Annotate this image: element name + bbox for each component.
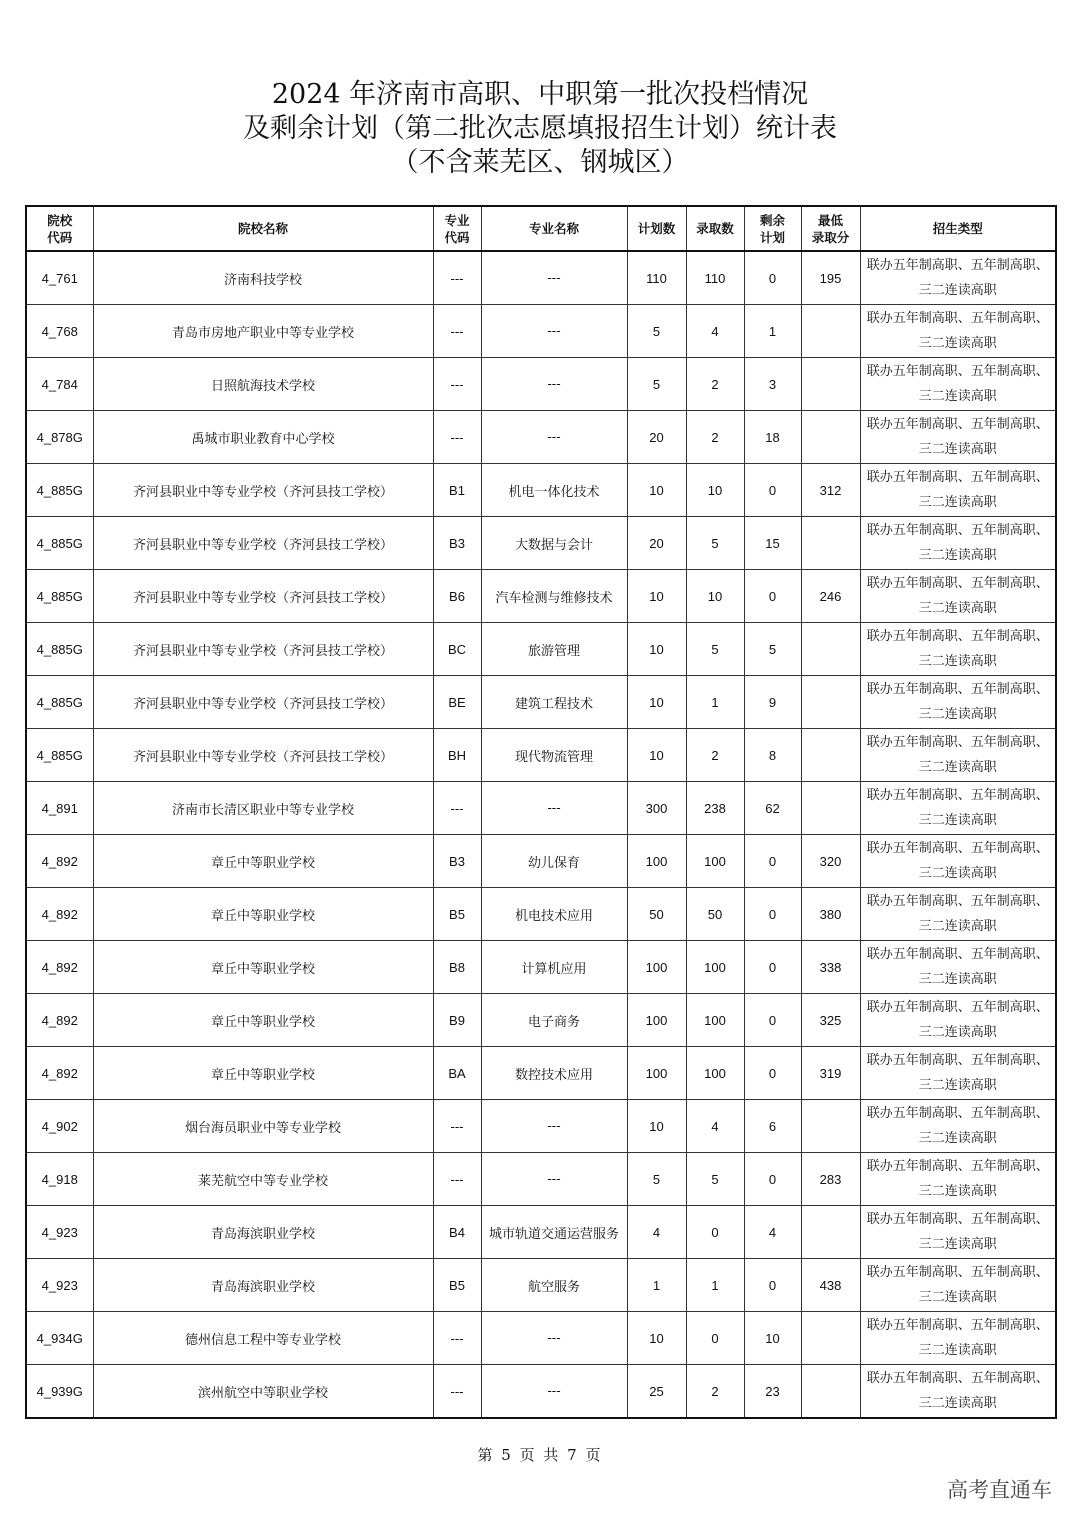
cell-school-name: 齐河县职业中等专业学校（齐河县技工学校） <box>93 464 433 517</box>
cell-school-name: 章丘中等职业学校 <box>93 994 433 1047</box>
cell-min-score: 319 <box>801 1047 860 1100</box>
cell-major-name: 大数据与会计 <box>481 517 627 570</box>
cell-major-name: --- <box>481 305 627 358</box>
admission-type-line-2: 三二连读高职 <box>918 548 997 563</box>
cell-min-score <box>801 1365 860 1419</box>
admission-type-line-1: 联办五年制高职、五年制高职、 <box>866 841 1049 856</box>
table-row <box>26 570 1056 623</box>
cell-school-name: 禹城市职业教育中心学校 <box>93 411 433 464</box>
cell-school-code: 4_878G <box>26 411 93 464</box>
cell-school-code: 4_923 <box>26 1206 93 1259</box>
admission-type-line-2: 三二连读高职 <box>918 866 997 881</box>
cell-major-code: B3 <box>433 517 481 570</box>
table-row <box>26 464 1056 517</box>
cell-school-name: 青岛市房地产职业中等专业学校 <box>93 305 433 358</box>
table-row <box>26 411 1056 464</box>
admission-type-line-1: 联办五年制高职、五年制高职、 <box>866 523 1049 538</box>
cell-plan: 10 <box>627 570 686 623</box>
admission-type-line-2: 三二连读高职 <box>918 813 997 828</box>
page-footer: 第 5 页 共 7 页 <box>477 1446 603 1464</box>
cell-school-code: 4_892 <box>26 835 93 888</box>
cell-school-name: 济南市长清区职业中等专业学校 <box>93 782 433 835</box>
cell-school-name: 章丘中等职业学校 <box>93 835 433 888</box>
cell-major-name: 幼儿保育 <box>481 835 627 888</box>
cell-school-code: 4_939G <box>26 1365 93 1419</box>
admission-type-line-1: 联办五年制高职、五年制高职、 <box>866 629 1049 644</box>
cell-admission-type <box>860 1153 1056 1206</box>
cell-plan: 5 <box>627 358 686 411</box>
cell-admitted: 110 <box>686 251 744 305</box>
cell-major-code: B4 <box>433 1206 481 1259</box>
table-row <box>26 676 1056 729</box>
cell-major-code: --- <box>433 358 481 411</box>
cell-school-code: 4_885G <box>26 676 93 729</box>
cell-major-name: --- <box>481 1312 627 1365</box>
cell-major-name: 机电一体化技术 <box>481 464 627 517</box>
admission-type-line-1: 联办五年制高职、五年制高职、 <box>866 311 1049 326</box>
cell-admitted: 0 <box>686 1206 744 1259</box>
title-line-3: （不含莱芜区、钢城区） <box>391 147 689 178</box>
cell-school-name: 章丘中等职业学校 <box>93 888 433 941</box>
cell-plan: 110 <box>627 251 686 305</box>
cell-school-code: 4_934G <box>26 1312 93 1365</box>
cell-min-score <box>801 782 860 835</box>
cell-plan: 10 <box>627 729 686 782</box>
admission-type-line-2: 三二连读高职 <box>918 1290 997 1305</box>
cell-school-name: 莱芜航空中等专业学校 <box>93 1153 433 1206</box>
table-row <box>26 1365 1056 1419</box>
cell-school-code: 4_885G <box>26 729 93 782</box>
cell-remaining: 10 <box>744 1312 801 1365</box>
table-row <box>26 782 1056 835</box>
cell-admission-type <box>860 623 1056 676</box>
cell-admitted: 100 <box>686 994 744 1047</box>
cell-remaining: 1 <box>744 305 801 358</box>
cell-plan: 100 <box>627 1047 686 1100</box>
cell-major-name: --- <box>481 782 627 835</box>
admission-type-line-1: 联办五年制高职、五年制高职、 <box>866 470 1049 485</box>
cell-school-code: 4_892 <box>26 888 93 941</box>
cell-admitted: 10 <box>686 464 744 517</box>
cell-major-code: BE <box>433 676 481 729</box>
cell-min-score <box>801 411 860 464</box>
cell-admission-type <box>860 1365 1056 1419</box>
table-header-row <box>26 206 1056 251</box>
admission-type-line-1: 联办五年制高职、五年制高职、 <box>866 258 1049 273</box>
cell-major-code: --- <box>433 411 481 464</box>
cell-major-code: B9 <box>433 994 481 1047</box>
admission-type-line-2: 三二连读高职 <box>918 654 997 669</box>
cell-remaining: 3 <box>744 358 801 411</box>
cell-school-code: 4_885G <box>26 464 93 517</box>
cell-school-name: 烟台海员职业中等专业学校 <box>93 1100 433 1153</box>
cell-school-code: 4_923 <box>26 1259 93 1312</box>
cell-min-score: 325 <box>801 994 860 1047</box>
cell-major-name: --- <box>481 251 627 305</box>
table-row <box>26 994 1056 1047</box>
cell-plan: 50 <box>627 888 686 941</box>
cell-admitted: 10 <box>686 570 744 623</box>
cell-admitted: 2 <box>686 358 744 411</box>
admission-type-line-1: 联办五年制高职、五年制高职、 <box>866 1265 1049 1280</box>
cell-admission-type <box>860 1259 1056 1312</box>
cell-min-score: 246 <box>801 570 860 623</box>
cell-min-score <box>801 305 860 358</box>
cell-school-name: 章丘中等职业学校 <box>93 941 433 994</box>
cell-admission-type <box>860 517 1056 570</box>
cell-admission-type <box>860 994 1056 1047</box>
header-min-score: 最低 录取分 <box>801 206 860 251</box>
cell-admitted: 50 <box>686 888 744 941</box>
cell-remaining: 0 <box>744 1153 801 1206</box>
admission-type-line-2: 三二连读高职 <box>918 1131 997 1146</box>
cell-school-name: 济南科技学校 <box>93 251 433 305</box>
admission-type-line-2: 三二连读高职 <box>918 1184 997 1199</box>
admission-type-line-2: 三二连读高职 <box>918 283 997 298</box>
cell-major-code: --- <box>433 251 481 305</box>
table-row <box>26 729 1056 782</box>
admission-type-line-2: 三二连读高职 <box>918 495 997 510</box>
cell-plan: 10 <box>627 464 686 517</box>
admission-type-line-1: 联办五年制高职、五年制高职、 <box>866 1371 1049 1386</box>
cell-school-code: 4_885G <box>26 570 93 623</box>
admission-type-line-1: 联办五年制高职、五年制高职、 <box>866 682 1049 697</box>
cell-min-score: 320 <box>801 835 860 888</box>
cell-major-code: B8 <box>433 941 481 994</box>
cell-remaining: 8 <box>744 729 801 782</box>
cell-major-name: 航空服务 <box>481 1259 627 1312</box>
admission-type-line-1: 联办五年制高职、五年制高职、 <box>866 1000 1049 1015</box>
cell-min-score <box>801 729 860 782</box>
admission-type-line-2: 三二连读高职 <box>918 336 997 351</box>
cell-major-code: --- <box>433 1100 481 1153</box>
title-line-1: 2024 年济南市高职、中职第一批次投档情况 <box>271 79 809 110</box>
cell-school-code: 4_784 <box>26 358 93 411</box>
admission-type-line-2: 三二连读高职 <box>918 1025 997 1040</box>
admission-type-line-1: 联办五年制高职、五年制高职、 <box>866 576 1049 591</box>
cell-remaining: 0 <box>744 888 801 941</box>
cell-remaining: 0 <box>744 1259 801 1312</box>
cell-min-score <box>801 517 860 570</box>
cell-major-name: 汽车检测与维修技术 <box>481 570 627 623</box>
cell-major-code: B1 <box>433 464 481 517</box>
header-school-code: 院校 代码 <box>26 206 93 251</box>
table-row <box>26 251 1056 305</box>
admission-type-line-2: 三二连读高职 <box>918 707 997 722</box>
admission-type-line-2: 三二连读高职 <box>918 1078 997 1093</box>
cell-school-name: 齐河县职业中等专业学校（齐河县技工学校） <box>93 729 433 782</box>
title-line-2: 及剩余计划（第二批次志愿填报招生计划）统计表 <box>243 113 837 144</box>
cell-plan: 10 <box>627 623 686 676</box>
table-row <box>26 305 1056 358</box>
admission-type-line-1: 联办五年制高职、五年制高职、 <box>866 1159 1049 1174</box>
cell-major-code: B6 <box>433 570 481 623</box>
admission-type-line-2: 三二连读高职 <box>918 760 997 775</box>
cell-major-name: 计算机应用 <box>481 941 627 994</box>
cell-min-score <box>801 1206 860 1259</box>
cell-school-name: 青岛海滨职业学校 <box>93 1259 433 1312</box>
cell-major-code: BA <box>433 1047 481 1100</box>
admission-type-line-1: 联办五年制高职、五年制高职、 <box>866 1106 1049 1121</box>
cell-admission-type <box>860 411 1056 464</box>
cell-admission-type <box>860 676 1056 729</box>
cell-admission-type <box>860 464 1056 517</box>
cell-school-name: 齐河县职业中等专业学校（齐河县技工学校） <box>93 517 433 570</box>
header-major-code: 专业 代码 <box>433 206 481 251</box>
cell-remaining: 0 <box>744 570 801 623</box>
cell-plan: 5 <box>627 1153 686 1206</box>
cell-major-name: 数控技术应用 <box>481 1047 627 1100</box>
cell-school-name: 青岛海滨职业学校 <box>93 1206 433 1259</box>
cell-admitted: 238 <box>686 782 744 835</box>
cell-school-name: 齐河县职业中等专业学校（齐河县技工学校） <box>93 676 433 729</box>
watermark: 高考直通车 <box>947 1478 1052 1502</box>
cell-min-score <box>801 623 860 676</box>
cell-admitted: 100 <box>686 835 744 888</box>
cell-school-name: 德州信息工程中等专业学校 <box>93 1312 433 1365</box>
cell-major-name: --- <box>481 411 627 464</box>
cell-plan: 25 <box>627 1365 686 1419</box>
admission-type-line-2: 三二连读高职 <box>918 1237 997 1252</box>
cell-major-code: B5 <box>433 1259 481 1312</box>
admission-type-line-2: 三二连读高职 <box>918 1343 997 1358</box>
admission-type-line-1: 联办五年制高职、五年制高职、 <box>866 1318 1049 1333</box>
table-row <box>26 1312 1056 1365</box>
table-row <box>26 1259 1056 1312</box>
header-major-name: 专业名称 <box>481 206 627 251</box>
admission-type-line-1: 联办五年制高职、五年制高职、 <box>866 1053 1049 1068</box>
cell-plan: 20 <box>627 411 686 464</box>
cell-major-code: --- <box>433 782 481 835</box>
cell-admitted: 2 <box>686 1365 744 1419</box>
cell-plan: 10 <box>627 1100 686 1153</box>
cell-major-code: BC <box>433 623 481 676</box>
cell-remaining: 9 <box>744 676 801 729</box>
cell-major-name: 电子商务 <box>481 994 627 1047</box>
cell-admitted: 5 <box>686 517 744 570</box>
cell-school-name: 滨州航空中等职业学校 <box>93 1365 433 1419</box>
header-remaining: 剩余 计划 <box>744 206 801 251</box>
cell-remaining: 0 <box>744 1047 801 1100</box>
cell-plan: 1 <box>627 1259 686 1312</box>
cell-min-score <box>801 676 860 729</box>
cell-school-name: 齐河县职业中等专业学校（齐河县技工学校） <box>93 570 433 623</box>
cell-plan: 10 <box>627 1312 686 1365</box>
admission-type-line-1: 联办五年制高职、五年制高职、 <box>866 735 1049 750</box>
cell-plan: 100 <box>627 835 686 888</box>
cell-school-code: 4_761 <box>26 251 93 305</box>
cell-major-name: 机电技术应用 <box>481 888 627 941</box>
cell-admitted: 5 <box>686 1153 744 1206</box>
admission-type-line-2: 三二连读高职 <box>918 442 997 457</box>
cell-school-code: 4_892 <box>26 1047 93 1100</box>
cell-remaining: 0 <box>744 994 801 1047</box>
admission-type-line-2: 三二连读高职 <box>918 601 997 616</box>
table-row <box>26 835 1056 888</box>
admission-type-line-1: 联办五年制高职、五年制高职、 <box>866 417 1049 432</box>
admission-type-line-2: 三二连读高职 <box>918 1396 997 1411</box>
header-plan: 计划数 <box>627 206 686 251</box>
cell-remaining: 4 <box>744 1206 801 1259</box>
cell-min-score: 438 <box>801 1259 860 1312</box>
table-row <box>26 358 1056 411</box>
table-row <box>26 1153 1056 1206</box>
cell-admitted: 100 <box>686 941 744 994</box>
cell-school-code: 4_768 <box>26 305 93 358</box>
cell-admission-type <box>860 729 1056 782</box>
cell-plan: 300 <box>627 782 686 835</box>
cell-major-name: 城市轨道交通运营服务 <box>481 1206 627 1259</box>
cell-school-code: 4_892 <box>26 941 93 994</box>
cell-school-code: 4_891 <box>26 782 93 835</box>
cell-admission-type <box>860 570 1056 623</box>
cell-school-code: 4_902 <box>26 1100 93 1153</box>
cell-remaining: 0 <box>744 464 801 517</box>
cell-major-code: B5 <box>433 888 481 941</box>
admission-type-line-1: 联办五年制高职、五年制高职、 <box>866 788 1049 803</box>
cell-plan: 10 <box>627 676 686 729</box>
cell-plan: 100 <box>627 994 686 1047</box>
cell-admitted: 1 <box>686 676 744 729</box>
table-row <box>26 1206 1056 1259</box>
table-row <box>26 517 1056 570</box>
cell-admission-type <box>860 941 1056 994</box>
cell-remaining: 23 <box>744 1365 801 1419</box>
admission-table <box>25 205 1057 1419</box>
cell-remaining: 6 <box>744 1100 801 1153</box>
cell-plan: 20 <box>627 517 686 570</box>
cell-remaining: 0 <box>744 941 801 994</box>
cell-admission-type <box>860 1100 1056 1153</box>
header-admitted: 录取数 <box>686 206 744 251</box>
header-type: 招生类型 <box>860 206 1056 251</box>
cell-min-score: 312 <box>801 464 860 517</box>
cell-major-code: --- <box>433 1365 481 1419</box>
admission-type-line-2: 三二连读高职 <box>918 972 997 987</box>
cell-min-score: 283 <box>801 1153 860 1206</box>
cell-admission-type <box>860 358 1056 411</box>
cell-admitted: 0 <box>686 1312 744 1365</box>
cell-admitted: 5 <box>686 623 744 676</box>
header-school-name: 院校名称 <box>93 206 433 251</box>
cell-school-code: 4_892 <box>26 994 93 1047</box>
cell-admission-type <box>860 1047 1056 1100</box>
cell-major-name: 现代物流管理 <box>481 729 627 782</box>
cell-admitted: 4 <box>686 1100 744 1153</box>
cell-admitted: 4 <box>686 305 744 358</box>
cell-admission-type <box>860 251 1056 305</box>
table-row <box>26 941 1056 994</box>
cell-min-score: 338 <box>801 941 860 994</box>
cell-major-name: --- <box>481 358 627 411</box>
cell-remaining: 15 <box>744 517 801 570</box>
cell-major-code: BH <box>433 729 481 782</box>
cell-admission-type <box>860 888 1056 941</box>
cell-major-code: --- <box>433 1153 481 1206</box>
cell-admission-type <box>860 782 1056 835</box>
table-row <box>26 1100 1056 1153</box>
cell-major-name: 旅游管理 <box>481 623 627 676</box>
cell-remaining: 18 <box>744 411 801 464</box>
cell-admitted: 2 <box>686 729 744 782</box>
cell-admission-type <box>860 305 1056 358</box>
cell-school-name: 章丘中等职业学校 <box>93 1047 433 1100</box>
admission-type-line-1: 联办五年制高职、五年制高职、 <box>866 364 1049 379</box>
admission-type-line-1: 联办五年制高职、五年制高职、 <box>866 894 1049 909</box>
cell-min-score <box>801 358 860 411</box>
cell-min-score <box>801 1312 860 1365</box>
cell-min-score <box>801 1100 860 1153</box>
cell-plan: 5 <box>627 305 686 358</box>
cell-plan: 100 <box>627 941 686 994</box>
cell-major-name: 建筑工程技术 <box>481 676 627 729</box>
cell-min-score: 195 <box>801 251 860 305</box>
cell-major-name: --- <box>481 1153 627 1206</box>
cell-major-code: --- <box>433 1312 481 1365</box>
cell-remaining: 0 <box>744 835 801 888</box>
cell-major-name: --- <box>481 1365 627 1419</box>
cell-admission-type <box>860 1206 1056 1259</box>
cell-school-name: 日照航海技术学校 <box>93 358 433 411</box>
table-body <box>26 251 1056 1418</box>
cell-admission-type <box>860 1312 1056 1365</box>
cell-remaining: 0 <box>744 251 801 305</box>
cell-school-name: 齐河县职业中等专业学校（齐河县技工学校） <box>93 623 433 676</box>
admission-type-line-2: 三二连读高职 <box>918 919 997 934</box>
table-row <box>26 623 1056 676</box>
table-row <box>26 888 1056 941</box>
cell-admitted: 1 <box>686 1259 744 1312</box>
cell-school-code: 4_885G <box>26 517 93 570</box>
cell-school-code: 4_885G <box>26 623 93 676</box>
admission-type-line-1: 联办五年制高职、五年制高职、 <box>866 947 1049 962</box>
cell-admitted: 100 <box>686 1047 744 1100</box>
cell-major-name: --- <box>481 1100 627 1153</box>
cell-remaining: 5 <box>744 623 801 676</box>
cell-remaining: 62 <box>744 782 801 835</box>
admission-type-line-1: 联办五年制高职、五年制高职、 <box>866 1212 1049 1227</box>
cell-major-code: --- <box>433 305 481 358</box>
cell-school-code: 4_918 <box>26 1153 93 1206</box>
cell-major-code: B3 <box>433 835 481 888</box>
table-row <box>26 1047 1056 1100</box>
admission-type-line-2: 三二连读高职 <box>918 389 997 404</box>
document-title <box>0 78 1080 180</box>
cell-admission-type <box>860 835 1056 888</box>
cell-min-score: 380 <box>801 888 860 941</box>
cell-plan: 4 <box>627 1206 686 1259</box>
cell-admitted: 2 <box>686 411 744 464</box>
